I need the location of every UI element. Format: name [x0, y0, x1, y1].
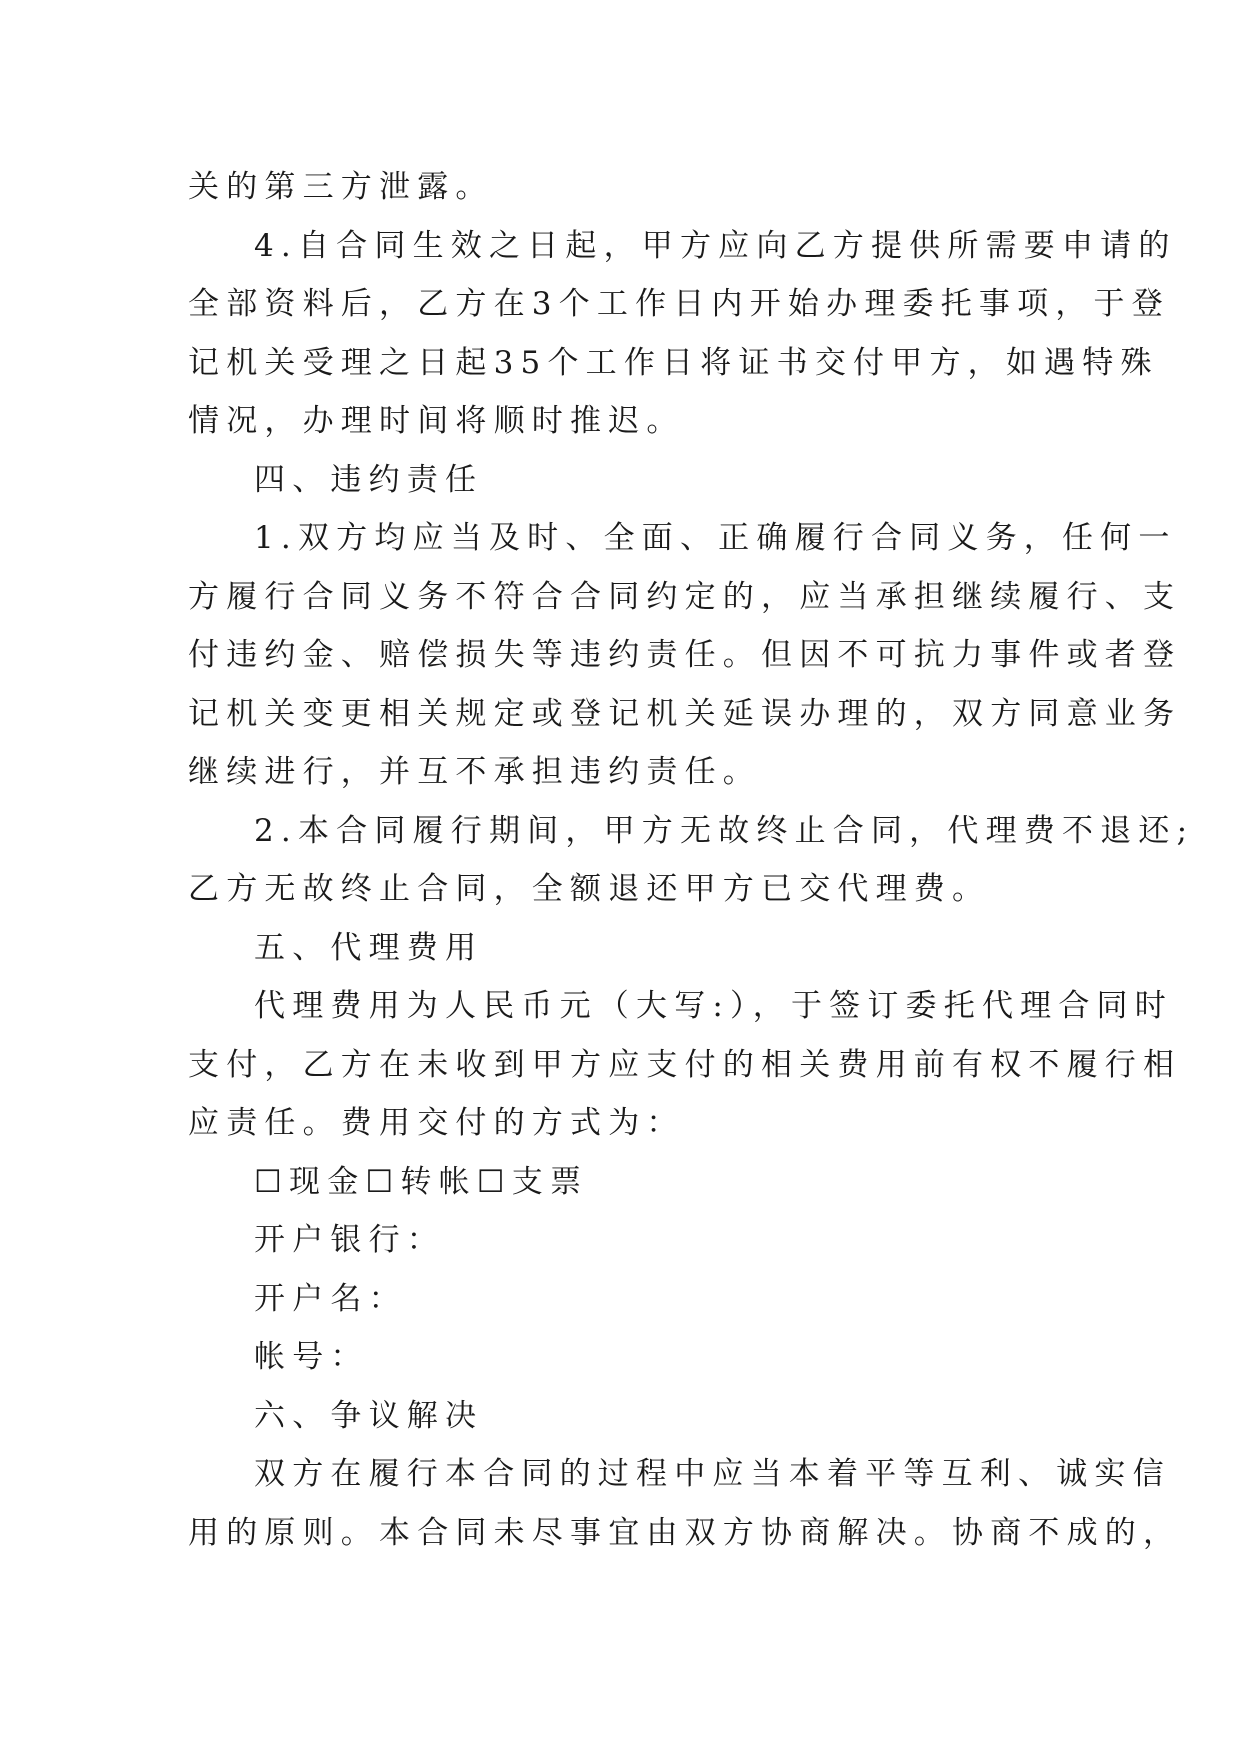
bank-name-field: 开户银行：	[254, 1222, 445, 1258]
para-line-9: 付违约金、赔偿损失等违约责任。但因不可抗力事件或者登	[188, 637, 1182, 673]
para-line-13: 乙方无故终止合同，全额退还甲方已交代理费。	[188, 871, 991, 907]
payment-method-options: ☐现金☐转帐☐支票	[254, 1163, 589, 1200]
para-line-8: 方履行合同义务不符合合同约定的，应当承担继续履行、支	[188, 578, 1182, 615]
para-line-1: 关的第三方泄露。	[188, 169, 494, 205]
account-name-field: 开户名：	[254, 1280, 407, 1317]
para-line-5: 情况，办理时间将顺时推迟。	[188, 403, 685, 439]
account-number-field: 帐号：	[254, 1339, 369, 1375]
document-page	[188, 158, 1195, 1562]
para-line-2: 4.自合同生效之日起，甲方应向乙方提供所需要申请的	[254, 227, 1177, 264]
section-heading-breach: 四、违约责任	[254, 461, 484, 498]
para-line-10: 记机关变更相关规定或登记机关延误办理的，双方同意业务	[188, 695, 1182, 732]
para-line-23: 双方在履行本合同的过程中应当本着平等互利、诚实信	[254, 1456, 1171, 1492]
para-line-24: 用的原则。本合同未尽事宜由双方协商解决。协商不成的，	[188, 1514, 1182, 1551]
para-line-11: 继续进行，并互不承担违约责任。	[188, 754, 761, 790]
para-line-16: 支付，乙方在未收到甲方应支付的相关费用前有权不履行相	[188, 1046, 1182, 1083]
para-line-15: 代理费用为人民币元（大写:），于签订委托代理合同时	[254, 988, 1173, 1024]
para-line-3: 全部资料后，乙方在3个工作日内开始办理委托事项，于登	[188, 286, 1170, 322]
para-line-4: 记机关受理之日起35个工作日将证书交付甲方，如遇特殊	[188, 344, 1159, 381]
section-heading-fees: 五、代理费用	[254, 929, 484, 966]
section-heading-dispute: 六、争议解决	[254, 1397, 484, 1434]
para-line-12: 2.本合同履行期间，甲方无故终止合同，代理费不退还;	[254, 812, 1195, 849]
para-line-7: 1.双方均应当及时、全面、正确履行合同义务，任何一	[254, 520, 1177, 556]
para-line-17: 应责任。费用交付的方式为：	[188, 1105, 685, 1141]
